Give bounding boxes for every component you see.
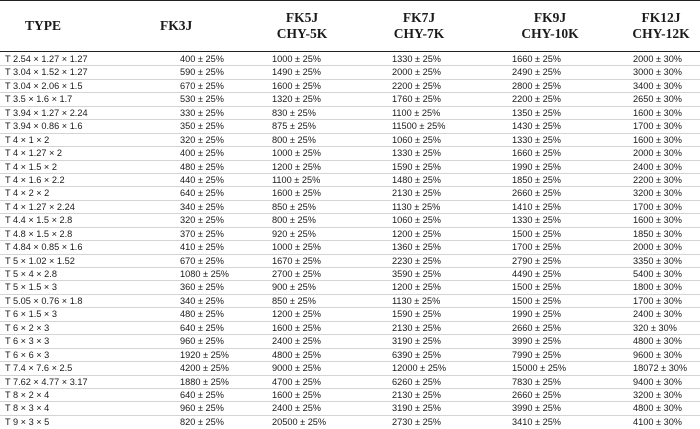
cell-fk9j: 2800 ± 25% [512, 80, 561, 91]
cell-fk12j: 3000 ± 30% [633, 67, 682, 78]
cell-fk5j: 1670 ± 25% [272, 255, 321, 266]
cell-fk5j: 2400 ± 25% [272, 403, 321, 414]
table-row [0, 281, 700, 294]
cell-fk3j: 4200 ± 25% [180, 363, 229, 374]
cell-fk9j: 1430 ± 25% [512, 121, 561, 132]
cell-fk5j: 1600 ± 25% [272, 322, 321, 333]
cell-fk9j: 1500 ± 25% [512, 295, 561, 306]
cell-fk3j: 640 ± 25% [180, 322, 224, 333]
cell-fk5j: 1000 ± 25% [272, 242, 321, 253]
cell-fk3j: 960 ± 25% [180, 403, 224, 414]
cell-fk5j: 1200 ± 25% [272, 161, 321, 172]
cell-type: T 3.04 × 1.52 × 1.27 [5, 67, 88, 78]
cell-fk9j: 2790 ± 25% [512, 255, 561, 266]
cell-fk9j: 1990 ± 25% [512, 309, 561, 320]
cell-fk7j: 2130 ± 25% [392, 389, 441, 400]
cell-type: T 6 × 6 × 3 [5, 349, 50, 360]
cell-fk5j: 1490 ± 25% [272, 67, 321, 78]
column-header-fk7j [379, 1, 459, 51]
table-row [0, 322, 700, 335]
cell-fk12j: 5400 ± 30% [633, 269, 682, 279]
cell-fk12j: 2000 ± 30% [633, 242, 682, 253]
cell-fk7j: 3190 ± 25% [392, 403, 441, 414]
cell-fk5j: 4800 ± 25% [272, 349, 321, 360]
cell-fk12j: 4800 ± 30% [633, 403, 682, 414]
header-label-line-1: FK9J [533, 10, 567, 25]
cell-fk12j: 1600 ± 30% [633, 215, 682, 226]
cell-fk9j: 1500 ± 25% [512, 282, 561, 293]
cell-fk5j: 800 ± 25% [272, 215, 316, 226]
table-row [0, 376, 700, 389]
cell-fk12j: 4100 ± 30% [633, 416, 682, 427]
cell-fk5j: 1320 ± 25% [272, 94, 321, 105]
cell-fk5j: 2700 ± 25% [272, 269, 321, 279]
cell-fk7j: 1060 ± 25% [392, 215, 441, 226]
cell-fk5j: 1000 ± 25% [272, 54, 321, 64]
cell-type: T 6 × 3 × 3 [5, 336, 50, 347]
cell-fk7j: 6260 ± 25% [392, 376, 441, 387]
cell-fk12j: 1700 ± 30% [633, 295, 682, 306]
cell-fk7j: 2730 ± 25% [392, 416, 441, 427]
cell-type: T 4 × 1.27 × 2.24 [5, 201, 75, 212]
table-row [0, 107, 700, 120]
table-row [0, 295, 700, 308]
cell-fk7j: 1330 ± 25% [392, 54, 441, 64]
header-label-line-2: CHY-5K [276, 26, 328, 41]
cell-fk3j: 330 ± 25% [180, 107, 224, 118]
cell-fk7j: 12000 ± 25% [392, 363, 447, 374]
cell-fk3j: 370 ± 25% [180, 228, 224, 239]
cell-fk3j: 1920 ± 25% [180, 349, 229, 360]
cell-fk12j: 3200 ± 30% [633, 188, 682, 199]
cell-fk3j: 340 ± 25% [180, 295, 224, 306]
cell-type: T 4 × 1 × 2 [5, 134, 50, 145]
cell-fk3j: 820 ± 25% [180, 416, 224, 427]
table-row [0, 174, 700, 187]
cell-fk12j: 1800 ± 30% [633, 282, 682, 293]
header-label-line-1: FK5J [285, 10, 319, 25]
cell-fk12j: 3200 ± 30% [633, 389, 682, 400]
cell-fk5j: 920 ± 25% [272, 228, 316, 239]
cell-fk3j: 1080 ± 25% [180, 269, 229, 279]
cell-fk3j: 640 ± 25% [180, 389, 224, 400]
cell-fk7j: 6390 ± 25% [392, 349, 441, 360]
cell-fk12j: 320 ± 30% [633, 322, 677, 333]
cell-type: T 8 × 3 × 4 [5, 403, 50, 414]
cell-fk9j: 1850 ± 25% [512, 174, 561, 185]
cell-type: T 4.84 × 0.85 × 1.6 [5, 242, 83, 253]
cell-fk5j: 1600 ± 25% [272, 80, 321, 91]
cell-fk12j: 1600 ± 30% [633, 134, 682, 145]
cell-fk12j: 2400 ± 30% [633, 309, 682, 320]
cell-fk3j: 640 ± 25% [180, 188, 224, 199]
cell-fk3j: 360 ± 25% [180, 282, 224, 293]
cell-fk12j: 1700 ± 30% [633, 121, 682, 132]
table-row [0, 416, 700, 429]
header-label: FK3J [160, 18, 193, 33]
cell-fk3j: 670 ± 25% [180, 80, 224, 91]
cell-fk7j: 1060 ± 25% [392, 134, 441, 145]
cell-type: T 7.4 × 7.6 × 2.5 [5, 363, 73, 374]
cell-fk7j: 1130 ± 25% [392, 295, 441, 306]
cell-fk12j: 2000 ± 30% [633, 148, 682, 159]
cell-fk12j: 3350 ± 30% [633, 255, 682, 266]
cell-type: T 3.94 × 0.86 × 1.6 [5, 121, 83, 132]
cell-fk9j: 2660 ± 25% [512, 389, 561, 400]
cell-fk9j: 3990 ± 25% [512, 336, 561, 347]
cell-type: T 3.94 × 1.27 × 2.24 [5, 107, 88, 118]
cell-type: T 4.4 × 1.5 × 2.8 [5, 215, 73, 226]
cell-fk9j: 15000 ± 25% [512, 363, 567, 374]
cell-type: T 5.05 × 0.76 × 1.8 [5, 295, 83, 306]
cell-fk3j: 320 ± 25% [180, 134, 224, 145]
table-row [0, 255, 700, 268]
cell-fk3j: 480 ± 25% [180, 309, 224, 320]
cell-fk5j: 1000 ± 25% [272, 148, 321, 159]
cell-fk9j: 1410 ± 25% [512, 201, 561, 212]
cell-fk9j: 2490 ± 25% [512, 67, 561, 78]
cell-fk7j: 1360 ± 25% [392, 242, 441, 253]
cell-fk12j: 4800 ± 30% [633, 336, 682, 347]
cell-fk3j: 670 ± 25% [180, 255, 224, 266]
cell-type: T 5 × 4 × 2.8 [5, 269, 57, 279]
cell-fk3j: 1880 ± 25% [180, 376, 229, 387]
table-row [0, 187, 700, 200]
cell-fk12j: 18072 ± 30% [633, 363, 688, 374]
cell-fk7j: 3590 ± 25% [392, 269, 441, 279]
cell-fk12j: 2650 ± 30% [633, 94, 682, 105]
cell-fk5j: 850 ± 25% [272, 201, 316, 212]
cell-fk5j: 20500 ± 25% [272, 416, 327, 427]
cell-fk9j: 2660 ± 25% [512, 322, 561, 333]
cell-fk7j: 1130 ± 25% [392, 201, 441, 212]
cell-fk12j: 1600 ± 30% [633, 107, 682, 118]
cell-fk3j: 410 ± 25% [180, 242, 224, 253]
table-row [0, 402, 700, 415]
cell-fk7j: 2230 ± 25% [392, 255, 441, 266]
cell-type: T 3.04 × 2.06 × 1.5 [5, 80, 83, 91]
cell-type: T 4.8 × 1.5 × 2.8 [5, 228, 73, 239]
table-row [0, 134, 700, 147]
cell-fk9j: 7990 ± 25% [512, 349, 561, 360]
table-row [0, 66, 700, 79]
cell-type: T 4 × 1.27 × 2 [5, 148, 63, 159]
header-label-line-2: CHY-10K [521, 26, 579, 41]
cell-type: T 6 × 1.5 × 3 [5, 309, 57, 320]
table-row [0, 80, 700, 93]
cell-fk3j: 590 ± 25% [180, 67, 224, 78]
table-row [0, 335, 700, 348]
cell-fk5j: 900 ± 25% [272, 282, 316, 293]
cell-fk9j: 3410 ± 25% [512, 416, 561, 427]
column-header-fk5j [262, 1, 342, 51]
cell-type: T 4 × 1.6 × 2.2 [5, 174, 65, 185]
table-row [0, 228, 700, 241]
cell-fk9j: 7830 ± 25% [512, 376, 561, 387]
cell-type: T 6 × 2 × 3 [5, 322, 50, 333]
table-row [0, 214, 700, 227]
cell-fk7j: 2130 ± 25% [392, 188, 441, 199]
cell-fk7j: 1760 ± 25% [392, 94, 441, 105]
cell-fk5j: 1200 ± 25% [272, 309, 321, 320]
cell-fk3j: 400 ± 25% [180, 148, 224, 159]
cell-fk7j: 1200 ± 25% [392, 282, 441, 293]
header-label-line-2: CHY-7K [393, 26, 445, 41]
cell-fk5j: 850 ± 25% [272, 295, 316, 306]
cell-fk12j: 9400 ± 30% [633, 376, 682, 387]
cell-fk7j: 1590 ± 25% [392, 309, 441, 320]
table-row [0, 161, 700, 174]
cell-fk12j: 2200 ± 30% [633, 174, 682, 185]
column-header-type [25, 1, 95, 51]
cell-fk9j: 1660 ± 25% [512, 54, 561, 64]
cell-fk5j: 1100 ± 25% [272, 174, 321, 185]
cell-fk7j: 1330 ± 25% [392, 148, 441, 159]
cell-fk3j: 400 ± 25% [180, 54, 224, 64]
cell-fk9j: 1660 ± 25% [512, 148, 561, 159]
cell-fk7j: 1200 ± 25% [392, 228, 441, 239]
cell-type: T 4 × 2 × 2 [5, 188, 50, 199]
cell-fk3j: 960 ± 25% [180, 336, 224, 347]
cell-type: T 7.62 × 4.77 × 3.17 [5, 376, 88, 387]
table-row [0, 201, 700, 214]
cell-fk5j: 2400 ± 25% [272, 336, 321, 347]
table-row [0, 120, 700, 133]
cell-type: T 3.5 × 1.6 × 1.7 [5, 94, 73, 105]
header-label-line-1: FK12J [641, 10, 681, 25]
cell-fk12j: 2000 ± 30% [633, 54, 682, 64]
cell-type: T 8 × 2 × 4 [5, 389, 50, 400]
cell-fk9j: 1700 ± 25% [512, 242, 561, 253]
cell-type: T 5 × 1.02 × 1.52 [5, 255, 75, 266]
cell-fk9j: 1330 ± 25% [512, 134, 561, 145]
cell-fk5j: 800 ± 25% [272, 134, 316, 145]
table-row [0, 93, 700, 106]
cell-fk12j: 1850 ± 30% [633, 228, 682, 239]
cell-fk7j: 2130 ± 25% [392, 322, 441, 333]
cell-fk7j: 1590 ± 25% [392, 161, 441, 172]
cell-fk5j: 9000 ± 25% [272, 363, 321, 374]
cell-fk3j: 440 ± 25% [180, 174, 224, 185]
table-row [0, 241, 700, 254]
cell-fk3j: 350 ± 25% [180, 121, 224, 132]
cell-fk12j: 9600 ± 30% [633, 349, 682, 360]
cell-fk12j: 1700 ± 30% [633, 201, 682, 212]
cell-fk5j: 830 ± 25% [272, 107, 316, 118]
cell-fk9j: 4490 ± 25% [512, 269, 561, 279]
column-header-fk9j [510, 1, 590, 51]
table-row [0, 53, 700, 66]
cell-fk3j: 480 ± 25% [180, 161, 224, 172]
cell-fk3j: 530 ± 25% [180, 94, 224, 105]
cell-fk7j: 11500 ± 25% [392, 121, 446, 132]
cell-type: T 5 × 1.5 × 3 [5, 282, 57, 293]
table-row [0, 268, 700, 281]
column-header-fk12j [626, 1, 696, 51]
table-row [0, 362, 700, 375]
cell-fk7j: 1480 ± 25% [392, 174, 441, 185]
cell-fk9j: 1990 ± 25% [512, 161, 561, 172]
cell-type: T 9 × 3 × 5 [5, 416, 50, 427]
header-label-line-1: FK7J [402, 10, 436, 25]
cell-fk9j: 1500 ± 25% [512, 228, 561, 239]
cell-fk12j: 2400 ± 30% [633, 161, 682, 172]
cell-fk9j: 1330 ± 25% [512, 215, 561, 226]
header-label-line-2: CHY-12K [632, 26, 690, 41]
cell-fk5j: 1600 ± 25% [272, 188, 321, 199]
header-label: TYPE [25, 18, 62, 33]
cell-type: T 4 × 1.5 × 2 [5, 161, 57, 172]
cell-fk5j: 875 ± 25% [272, 121, 316, 132]
cell-fk5j: 1600 ± 25% [272, 389, 321, 400]
table-body [0, 53, 700, 429]
cell-fk3j: 320 ± 25% [180, 215, 224, 226]
cell-fk7j: 1100 ± 25% [392, 107, 441, 118]
cell-fk7j: 3190 ± 25% [392, 336, 441, 347]
cell-fk7j: 2200 ± 25% [392, 80, 441, 91]
table-header [0, 0, 700, 52]
cell-fk5j: 4700 ± 25% [272, 376, 321, 387]
cell-type: T 2.54 × 1.27 × 1.27 [5, 54, 88, 64]
cell-fk9j: 2200 ± 25% [512, 94, 561, 105]
cell-fk12j: 3400 ± 30% [633, 80, 682, 91]
cell-fk9j: 2660 ± 25% [512, 188, 561, 199]
cell-fk9j: 1350 ± 25% [512, 107, 561, 118]
cell-fk3j: 340 ± 25% [180, 201, 224, 212]
cell-fk9j: 3990 ± 25% [512, 403, 561, 414]
table-row [0, 349, 700, 362]
table-row [0, 389, 700, 402]
table-row [0, 308, 700, 321]
column-header-fk3j [160, 1, 220, 51]
cell-fk7j: 2000 ± 25% [392, 67, 441, 78]
table-row [0, 147, 700, 160]
